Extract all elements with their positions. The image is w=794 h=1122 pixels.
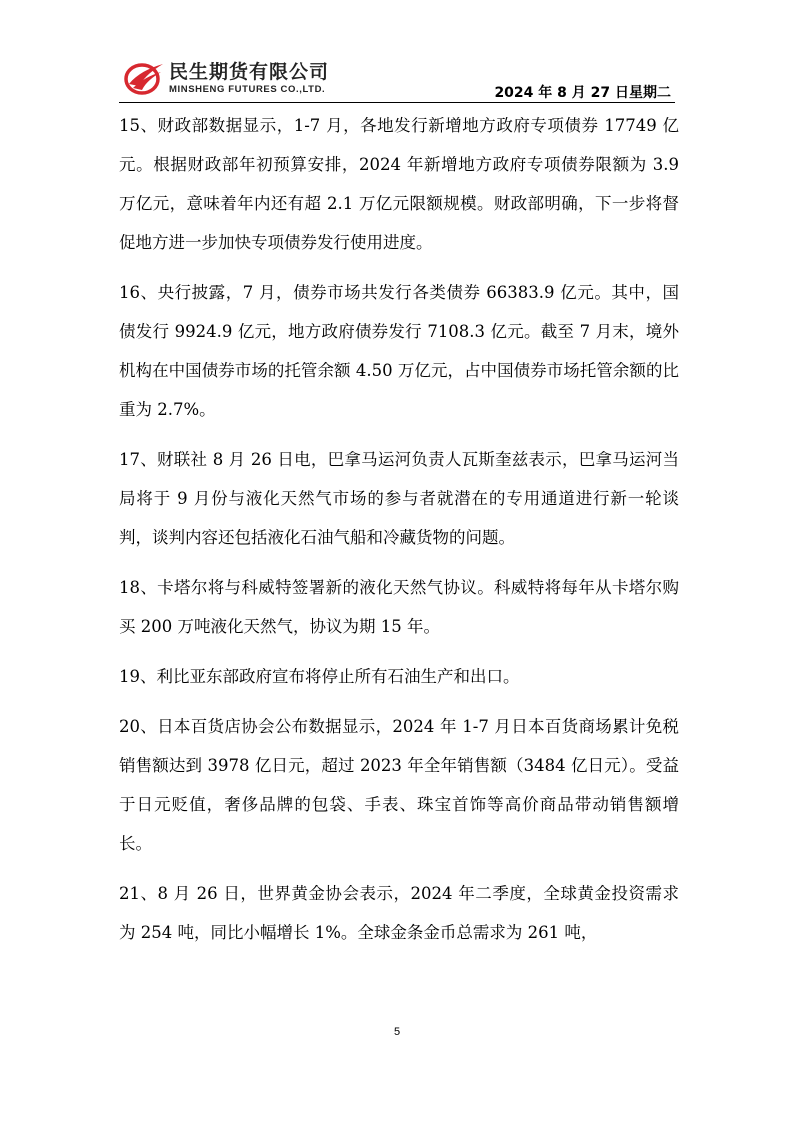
page-number: 5 <box>393 1026 401 1038</box>
page-header <box>119 56 675 104</box>
minsheng-swoosh-logo-icon <box>123 58 165 96</box>
company-name-cn: 民生期货有限公司 <box>169 61 330 83</box>
news-list <box>119 106 679 963</box>
report-date: 2024 年 8 月 27 日星期二 <box>494 85 671 101</box>
header-divider <box>119 102 675 103</box>
news-item: 20、日本百货店协会公布数据显示，2024 年 1-7 月日本百货商场累计免税销售额达到 3978 亿日元，超过 2023 年全年销售额（3484 亿日元）。受益于日元贬值，奢侈品牌的包袋、手表、珠宝首饰等高价商品带动销售额增长。 <box>119 717 679 853</box>
news-item: 16、央行披露，7 月，债券市场共发行各类债券 66383.9 亿元。其中，国债发行 9924.9 亿元，地方政府债券发行 7108.3 亿元。截至 7 月末，境外机构在中国债券市场的托管余额 4.50 万亿元，占中国债券市场托管余额的比重为 2.7%。 <box>119 283 679 419</box>
company-logo <box>119 56 369 102</box>
news-item: 17、财联社 8 月 26 日电，巴拿马运河负责人瓦斯奎兹表示，巴拿马运河当局将于 9 月份与液化天然气市场的参与者就潜在的专用通道进行新一轮谈判，谈判内容还包括液化石油气船和冷藏货物的问题。 <box>119 450 679 547</box>
news-item: 21、8 月 26 日，世界黄金协会表示，2024 年二季度，全球黄金投资需求为 254 吨，同比小幅增长 1%。全球金条金币总需求为 261 吨， <box>119 884 679 942</box>
company-name-en: MINSHENG FUTURES CO.,LTD. <box>169 84 326 95</box>
news-item: 15、财政部数据显示，1-7 月，各地发行新增地方政府专项债券 17749 亿元。根据财政部年初预算安排，2024 年新增地方政府专项债券限额为 3.9 万亿元，意味着年内还有超 2.1 万亿元限额规模。财政部明确，下一步将督促地方进一步加快专项债券发行使用进度。 <box>119 116 679 252</box>
news-item: 19、利比亚东部政府宣布将停止所有石油生产和出口。 <box>119 667 520 686</box>
news-item: 18、卡塔尔将与科威特签署新的液化天然气协议。科威特将每年从卡塔尔购买 200 万吨液化天然气，协议为期 15 年。 <box>119 578 679 636</box>
